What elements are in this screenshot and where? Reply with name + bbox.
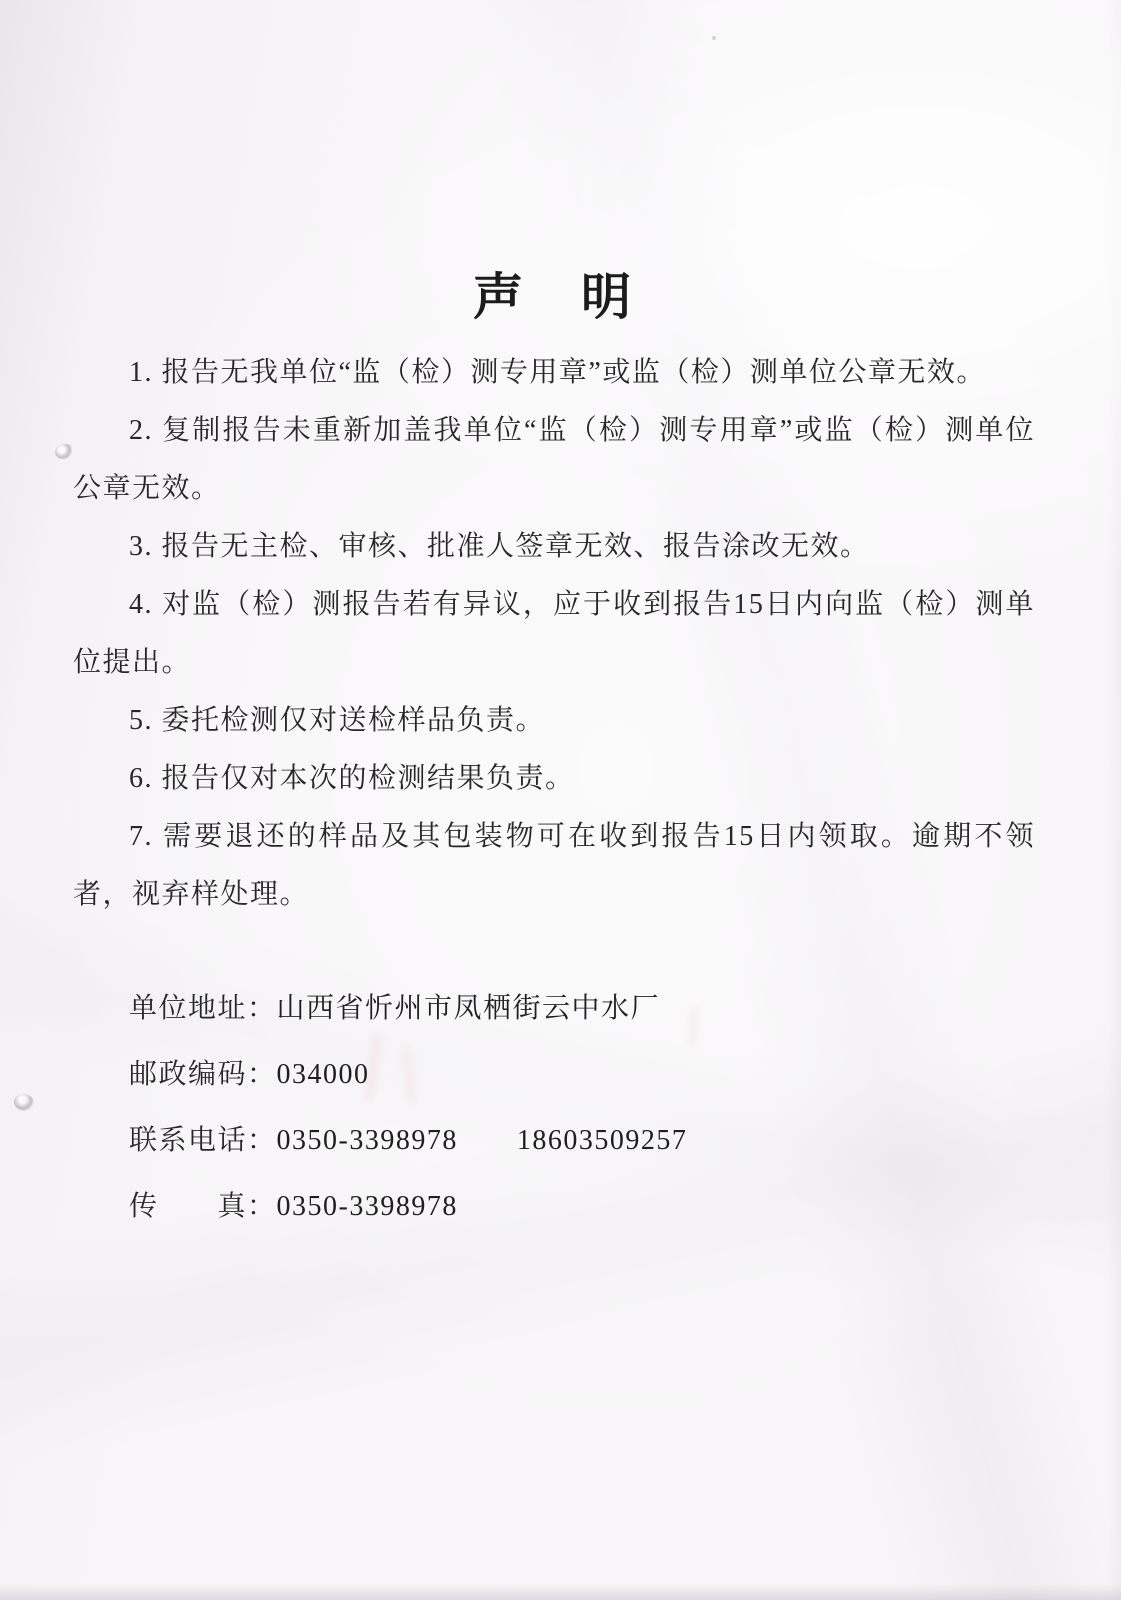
contact-phone-label: 联系电话： xyxy=(129,1125,277,1156)
contact-line-postcode xyxy=(129,1042,1035,1108)
contact-line-fax xyxy=(129,1174,1035,1240)
contact-block xyxy=(73,976,1035,1240)
document-title: 声 明 xyxy=(473,269,635,325)
paper-smudge xyxy=(13,1092,36,1112)
statement-item-1: 1. 报告无我单位“监（检）测专用章”或监（检）测单位公章无效。 xyxy=(129,357,986,388)
document-body xyxy=(73,262,1035,1240)
contact-address-value: 山西省忻州市凤栖街云中水厂 xyxy=(276,993,661,1024)
statement-item-3: 3. 报告无主检、审核、批准人签章无效、报告涂改无效。 xyxy=(129,531,870,562)
statement-item-5: 5. 委托检测仅对送检样品负责。 xyxy=(129,705,546,736)
contact-line-address xyxy=(129,976,1035,1042)
contact-phone-value: 0350-3398978 18603509257 xyxy=(276,1125,688,1156)
contact-line-phone xyxy=(129,1108,1035,1174)
statement-item-6: 6. 报告仅对本次的检测结果负责。 xyxy=(129,763,575,794)
contact-fax-label: 传 真： xyxy=(129,1191,277,1222)
statement-item-7: 7. 需要退还的样品及其包装物可在收到报告15日内领取。逾期不领者，视弃样处理。 xyxy=(73,821,1035,910)
paper-smudge xyxy=(53,442,74,461)
paper-speck xyxy=(712,36,716,40)
contact-address-label: 单位地址： xyxy=(129,993,277,1024)
statement-item-4: 4. 对监（检）测报告若有异议，应于收到报告15日内向监（检）测单位提出。 xyxy=(73,589,1035,678)
statement-item-2: 2. 复制报告未重新加盖我单位“监（检）测专用章”或监（检）测单位公章无效。 xyxy=(73,415,1035,504)
contact-postcode-label: 邮政编码： xyxy=(129,1059,277,1090)
contact-fax-value: 0350-3398978 xyxy=(276,1191,458,1222)
contact-postcode-value: 034000 xyxy=(276,1059,370,1090)
